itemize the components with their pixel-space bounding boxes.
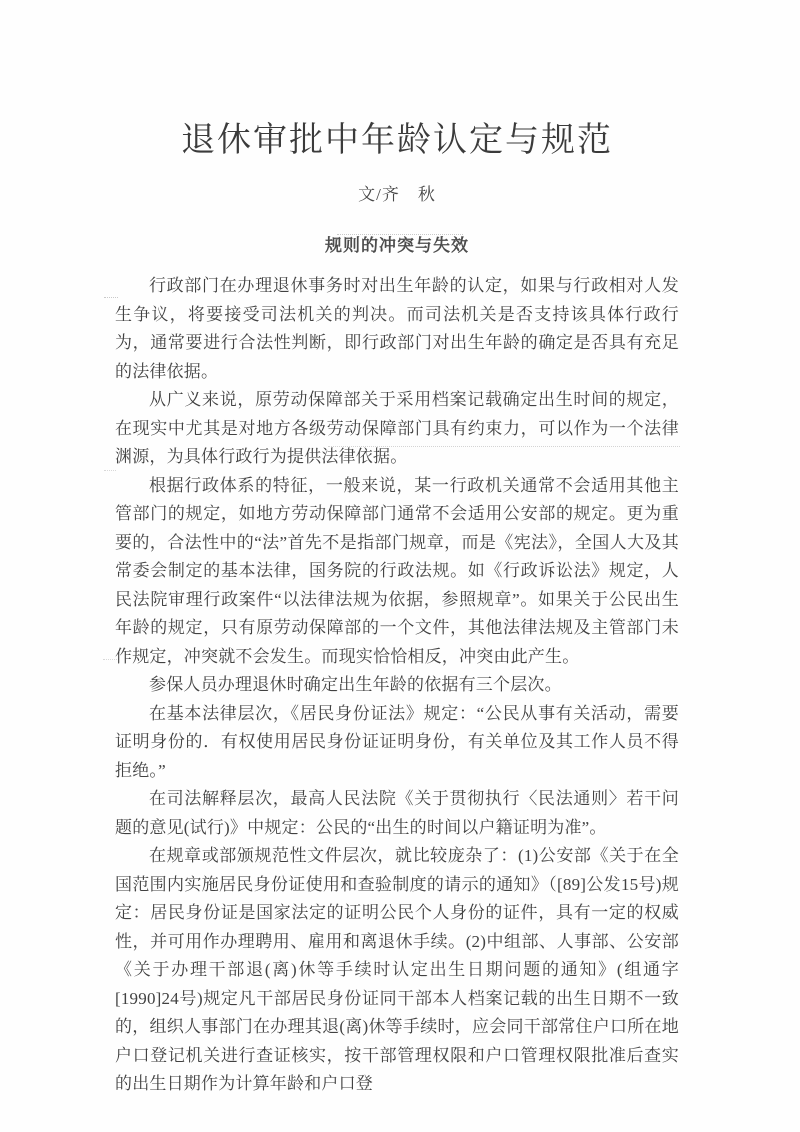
paragraph: 在基本法律层次，《居民身份证法》规定：“公民从事有关活动，需要证明身份的．有权使用居民身份证证明身份，有关单位及其工作人员不得拒绝。” bbox=[115, 703, 679, 780]
document-title: 退休审批中年龄认定与规范 bbox=[181, 122, 613, 159]
paragraph: 在司法解释层次，最高人民法院《关于贯彻执行〈民法通则〉若干问题的意见(试行)》中规定：公民的“出生的时间以户籍证明为准”。 bbox=[115, 789, 679, 837]
paragraph: 根据行政体系的特征，一般来说，某一行政机关通常不会适用其他主管部门的规定，如地方劳动保障部门通常不会适用公安部的规定。更为重要的，合法性中的“法”首先不是指部门规章，而是《宪法》，全国人大及其常委会制定的基本法律，国务院的行政法规。如《行政诉讼法》规定，人民法院审理行政案件“以法律法规为依据，参照规章”。如果关于公民出生年龄的规定，只有原劳动保障部的一个文件，其他法律法规及主管部门未作规定，冲突就不会发生。而现实恰恰相反，冲突由此产生。 bbox=[115, 475, 679, 666]
article-body bbox=[115, 272, 679, 1099]
article bbox=[115, 0, 679, 1099]
byline: 文/齐 秋 bbox=[358, 185, 436, 204]
section-heading: 规则的冲突与失效 bbox=[325, 236, 469, 255]
paragraph: 行政部门在办理退休事务时对出生年龄的认定，如果与行政相对人发生争议，将要接受司法机关的判决。而司法机关是否支持该具体行政行为，通常要进行合法性判断，即行政部门对出生年龄的确定是否具有充足的法律依据。 bbox=[115, 276, 679, 381]
paragraph: 参保人员办理退休时确定出生年龄的依据有三个层次。 bbox=[149, 675, 562, 694]
paragraph: 在规章或部颁规范性文件层次，就比较庞杂了：(1)公安部《关于在全国范围内实施居民身份证使用和查验制度的请示的通知》（[89]公发15号)规定：居民身份证是国家法定的证明公民个人身份的证件，具有一定的权威性，并可用作办理聘用、雇用和离退休手续。(2)中组部、人事部、公安部《关于办理干部退(离)休等手续时认定出生日期问题的通知》(组通字[1990]24号)规定凡干部居民身份证同干部本人档案记载的出生日期不一致的，组织人事部门在办理其退(离)休等手续时，应会同干部常住户口所在地户口登记机关进行查证核实，按干部管理权限和户口管理权限批准后查实的出生日期作为计算年龄和户口登 bbox=[115, 846, 679, 1093]
paragraph: 从广义来说，原劳动保障部关于采用档案记载确定出生时间的规定，在现实中尤其是对地方各级劳动保障部门具有约束力，可以作为一个法律渊源，为具体行政行为提供法律依据。 bbox=[115, 390, 679, 466]
